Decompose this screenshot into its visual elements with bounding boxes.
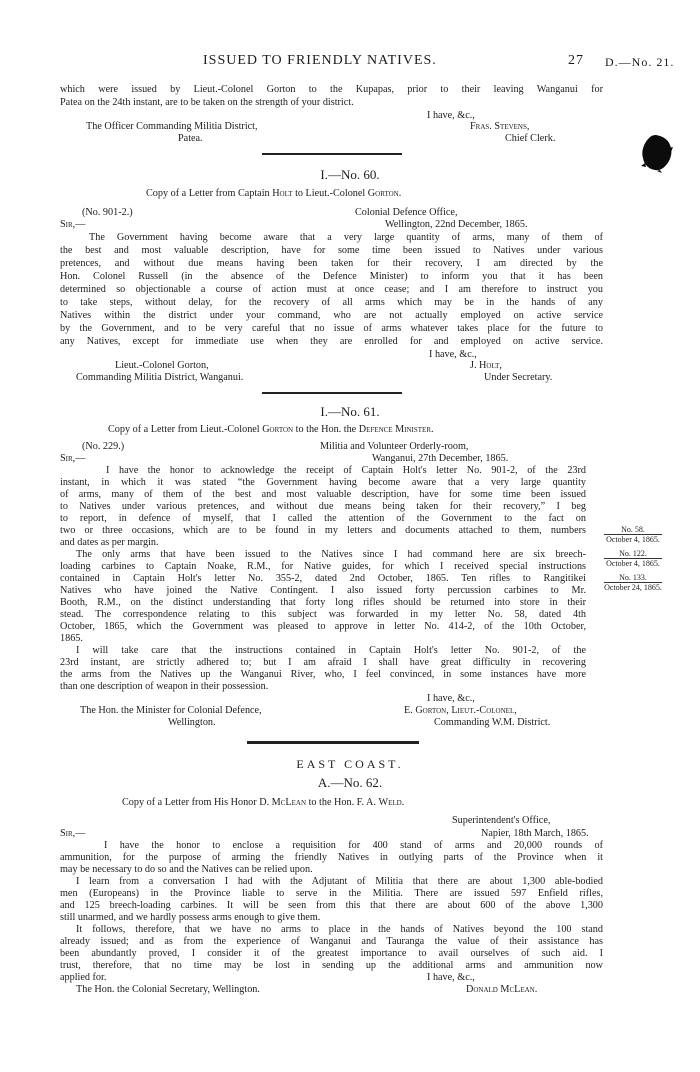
letter-number: I.—No. 61.: [320, 404, 380, 419]
salutation: Sir,—: [60, 828, 86, 839]
body-line: and dates as per margin.: [60, 537, 159, 548]
body-line: I have the honor to acknowledge the receipt of Captain Holt's letter No. 901-2, of the 23rd: [106, 465, 586, 476]
body-line: It follows, therefore, that we have no arms to place in the hands of Natives beyond the 100 stand: [76, 924, 603, 935]
letter-caption: [108, 424, 434, 436]
margin-note-date: October 4, 1865.: [606, 559, 660, 568]
body-line: contained in Captain Holt's letter No. 355-2, dated 2nd October, 1865. Ten rifles to Rangitikei: [60, 573, 586, 584]
caption-text: to the Hon. the: [295, 424, 357, 435]
body-line: October, 1865, which the Government was pleased to approve in letter No. 414-2, of the 10th October,: [60, 621, 586, 632]
closing: I have, &c.,: [429, 349, 477, 360]
body-line: Hon. Colonel Russell (in the absence of the Defence Minister) to inform you that it has been: [60, 271, 603, 282]
running-header-title: ISSUED TO FRIENDLY NATIVES.: [203, 53, 437, 68]
body-line: and 125 breech-loading carbines. It will be seen from this that there are about 600 of the above 1,300: [60, 900, 603, 911]
margin-note-ref: No. 58.: [604, 525, 662, 535]
caption-text: Copy of a Letter from Lieut.-Colonel: [108, 424, 260, 435]
body-line: determined so objectionable a course of action must at once cease; and I am therefore to instruct you: [60, 284, 603, 295]
caption-text: Copy of a Letter from Captain: [146, 188, 270, 199]
body-line: trust, therefore, that no time may be lost in sending up the additional arms and ammunition now: [60, 960, 603, 971]
body-line: pretences, and without due means having been taken for their recovery, I am directed by the: [60, 258, 603, 269]
sender-office: Colonial Defence Office,: [355, 207, 458, 218]
intro-line: Patea on the 24th instant, are to be taken on the strength of your district.: [60, 97, 354, 108]
body-line: already issued; and as from the experience of Wanganui and Tauranga the value of their assistance has: [60, 936, 603, 947]
body-line: I learn from a conversation I had with the Adjutant of Militia that there are about 1,300 able-bodied: [76, 876, 603, 887]
margin-note-date: October 4, 1865.: [606, 535, 660, 544]
body-line: two or three occasions, which are to be found in my letters and documents attached to them, numbers: [60, 525, 586, 536]
signer-title: Chief Clerk.: [505, 133, 556, 144]
document-reference: D.—No. 21.: [605, 55, 675, 69]
margin-note-ref: No. 133.: [604, 573, 662, 583]
body-line: than one description of weapon in their possession.: [60, 681, 269, 692]
salutation: Sir,—: [60, 219, 86, 230]
addressee-line: Commanding Militia District, Wanganui.: [76, 372, 244, 383]
caption-sender: Holt: [272, 188, 293, 199]
body-line: The only arms that have been issued to the Natives since I had command here are six breech-: [76, 549, 586, 560]
intro-line: which were issued by Lieut.-Colonel Gorton to the Kupapas, prior to their leaving Wanganui for: [60, 84, 603, 95]
margin-note-date: October 24, 1865.: [604, 583, 662, 592]
caption-text: to Lieut.-Colonel: [295, 188, 366, 199]
caption-text: to the Hon. F. A.: [308, 797, 376, 808]
signer-name: J. Holt,: [470, 360, 502, 371]
body-line: been abundantly proved, I consider it of the greatest importance to avail ourselves of such aid. I: [60, 948, 603, 959]
closing: I have, &c.,: [427, 693, 475, 704]
body-line: to take steps, without delay, for the recovery of all arms which may be in the hands of any: [60, 297, 603, 308]
signer-name: Donald McLean.: [466, 984, 538, 995]
signer-name: Fras. Stevens,: [470, 121, 530, 132]
section-heading: EAST COAST.: [296, 757, 404, 771]
body-line: the best and most valuable description, have for some time been issued to Natives under various: [60, 245, 603, 256]
body-line: The Government having become aware that a very large quantity of arms, many of them of: [89, 232, 603, 243]
section-divider: [262, 392, 402, 394]
margin-note: [604, 525, 662, 544]
body-line: 23rd instant, are strictly adhered to; but I am afraid I shall have great difficulty in recovering: [60, 657, 586, 668]
body-line: still unarmed, and we hardly possess arms enough to give them.: [60, 912, 321, 923]
body-line: I have the honor to enclose a requisition for 400 stand of arms and 20,000 rounds of: [104, 840, 603, 851]
caption-text: Copy of a Letter from His Honor D.: [122, 797, 270, 808]
margin-note: [604, 549, 662, 568]
letter-reference: (No. 901-2.): [82, 207, 133, 218]
addressee-line: The Officer Commanding Militia District,: [86, 121, 258, 132]
caption-recipient: Gorton.: [367, 188, 402, 199]
body-line: of arms, many of them of the best and most valuable description, have for some time been issued: [60, 489, 586, 500]
body-line: I will take care that the instructions contained in Captain Holt's letter No. 901-2, of the: [76, 645, 586, 656]
addressee-line: Lieut.-Colonel Gorton,: [115, 360, 209, 371]
body-line: any Natives, except for immediate use when they are enrolled for and employed on active service.: [60, 336, 603, 347]
signer-name: E. Gorton, Lieut.-Colonel,: [404, 705, 517, 716]
closing: I have, &c.,: [427, 972, 475, 983]
letter-caption: [122, 797, 404, 809]
margin-note-ref: No. 122.: [604, 549, 662, 559]
closing: I have, &c.,: [427, 110, 475, 121]
sender-office: Militia and Volunteer Orderly-room,: [320, 441, 469, 452]
section-divider: [247, 741, 419, 744]
body-line: loading carbines to Captain Noake, R.M., for Native guides, for which I received special instructions: [60, 561, 586, 572]
salutation: Sir,—: [60, 453, 86, 464]
body-line: instant, in which it was stated “the Government having become aware that a very large quantity: [60, 477, 586, 488]
section-divider: [262, 153, 402, 155]
addressee-line: The Hon. the Minister for Colonial Defence,: [80, 705, 262, 716]
body-line: applied for.: [60, 972, 107, 983]
addressee-line: The Hon. the Colonial Secretary, Wellington.: [76, 984, 260, 995]
caption-sender: Gorton: [262, 424, 294, 435]
body-line: men (Europeans) in the Province liable to serve in the Militia. There are issued 597 Enfield rifles,: [60, 888, 603, 899]
letter-number: A.—No. 62.: [317, 775, 383, 790]
body-line: stead. The correspondence relating to this subject was forwarded in my letter No. 58, dated 4th: [60, 609, 586, 620]
body-line: Booth, R.M., on the distinct understanding that forty long rifles should be returned into store in their: [60, 597, 586, 608]
body-line: ammunition, for the purpose of arming the friendly Natives in outlying parts of the Province when it: [60, 852, 603, 863]
page-number: 27: [568, 53, 584, 68]
letter-caption: [146, 188, 401, 200]
letter-reference: (No. 229.): [82, 441, 125, 452]
caption-sender: McLean: [271, 797, 307, 808]
letter-date: Wanganui, 27th December, 1865.: [372, 453, 509, 464]
letter-date: Napier, 18th March, 1865.: [481, 828, 589, 839]
sender-office: Superintendent's Office,: [452, 815, 551, 826]
body-line: may be necessary to do so and the Natives can be relied upon.: [60, 864, 313, 875]
caption-recipient: Defence Minister.: [358, 424, 434, 435]
body-line: 1865.: [60, 633, 83, 644]
addressee-line: Wellington.: [168, 717, 216, 728]
addressee-line: Patea.: [178, 133, 203, 144]
body-line: to Natives under various pretences, and without due means being taken for their recovery,” I beg: [60, 501, 586, 512]
signer-title: Commanding W.M. District.: [434, 717, 551, 728]
body-line: to report, in defence of myself, that I called the attention of the Government to the fact on: [60, 513, 586, 524]
letter-number: I.—No. 60.: [320, 167, 380, 182]
margin-note: [604, 573, 662, 592]
body-line: by the Government, and to be very careful that no issue of arms whatever takes place for the future to: [60, 323, 603, 334]
letter-date: Wellington, 22nd December, 1865.: [385, 219, 528, 230]
body-line: Natives within the district under your command, who are not actually employed on active service: [60, 310, 603, 321]
body-line: Natives who have joined the Native Contingent. I also issued forty percussion carbines to Mr.: [60, 585, 586, 596]
signer-title: Under Secretary.: [484, 372, 553, 383]
caption-recipient: Weld.: [378, 797, 405, 808]
body-line: the arms from the Natives up the Wanganui River, who, I feel convinced, in some instances have more: [60, 669, 586, 680]
